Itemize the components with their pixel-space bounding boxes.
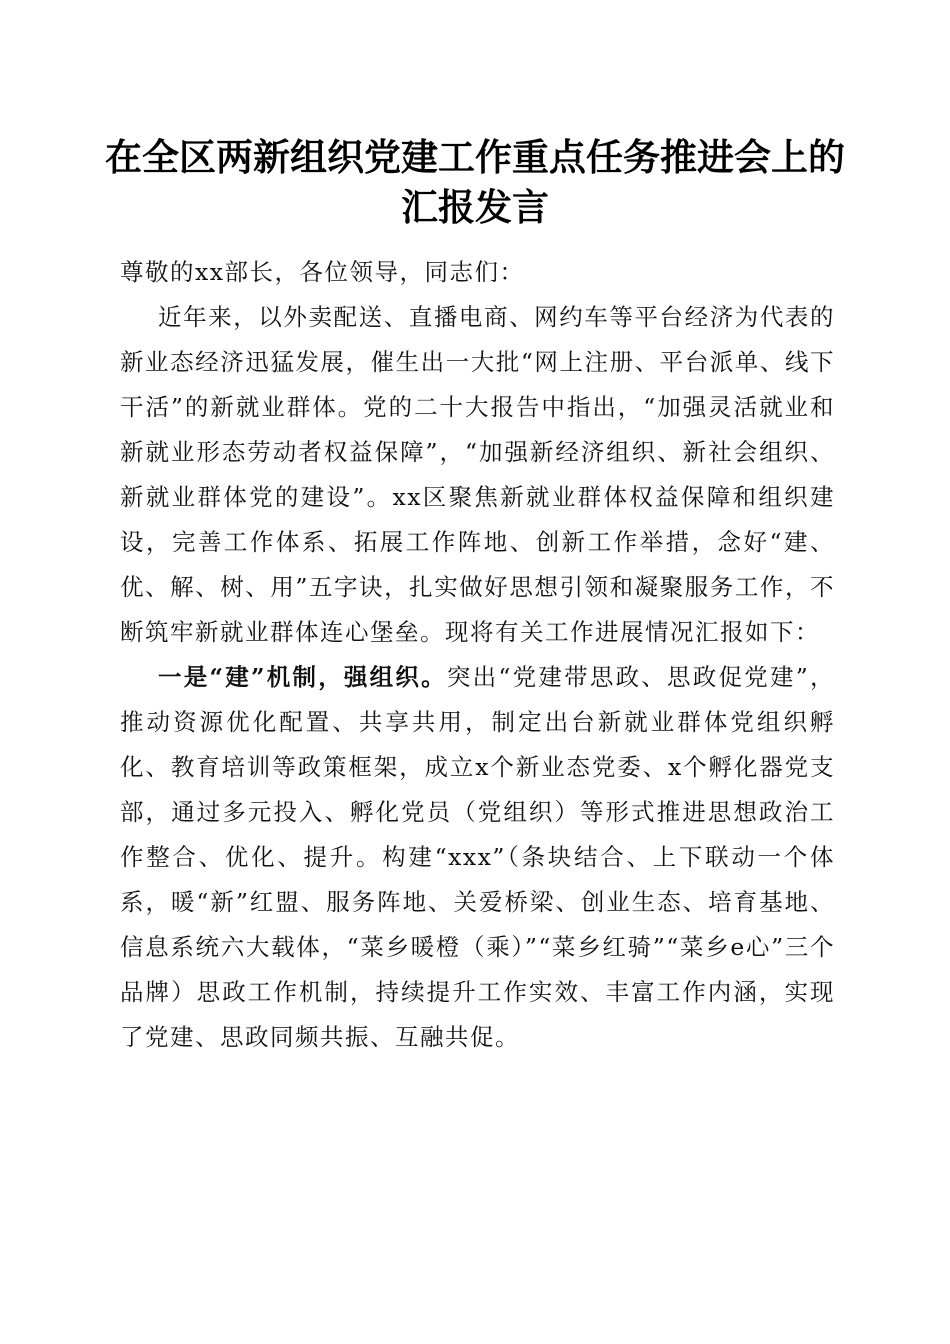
title-line-1: 在全区两新组织党建工作重点任务推进会上的: [105, 135, 845, 179]
document-body: [120, 250, 835, 1060]
salutation: 尊敬的xx部长，各位领导，同志们：: [120, 258, 525, 286]
paragraph-section-1: [120, 655, 835, 1060]
section-1-body: 突出“党建带思政、思政促党建”，推动资源优化配置、共享共用，制定出台新就业群体党组织孵化、教育培训等政策框架，成立x个新业态党委、x个孵化器党支部，通过多元投入、孵化党员（党组织）等形式推进思想政治工作整合、优化、提升。构建“xxx”（条块结合、上下联动一个体系，暖“新”红盟、服务阵地、关爱桥梁、创业生态、培育基地、信息系统六大载体，“菜乡暖橙（乘）”“菜乡红骑”“菜乡e心”三个品牌）思政工作机制，持续提升工作实效、丰富工作内涵，实现了党建、思政同频共振、互融共促。: [120, 663, 835, 1051]
paragraph-intro: 近年来，以外卖配送、直播电商、网约车等平台经济为代表的新业态经济迅猛发展，催生出一大批“网上注册、平台派单、线下干活”的新就业群体。党的二十大报告中指出，“加强灵活就业和新就业形态劳动者权益保障”，“加强新经济组织、新社会组织、新就业群体党的建设”。xx区聚焦新就业群体权益保障和组织建设，完善工作体系、拓展工作阵地、创新工作举措，念好“建、优、解、树、用”五字诀，扎实做好思想引领和凝聚服务工作，不断筑牢新就业群体连心堡垒。现将有关工作进展情况汇报如下：: [120, 303, 835, 646]
section-1-heading: 一是“建”机制，强组织。: [158, 663, 447, 691]
document-title: [60, 132, 890, 232]
title-line-2: 汇报发言: [401, 185, 549, 229]
